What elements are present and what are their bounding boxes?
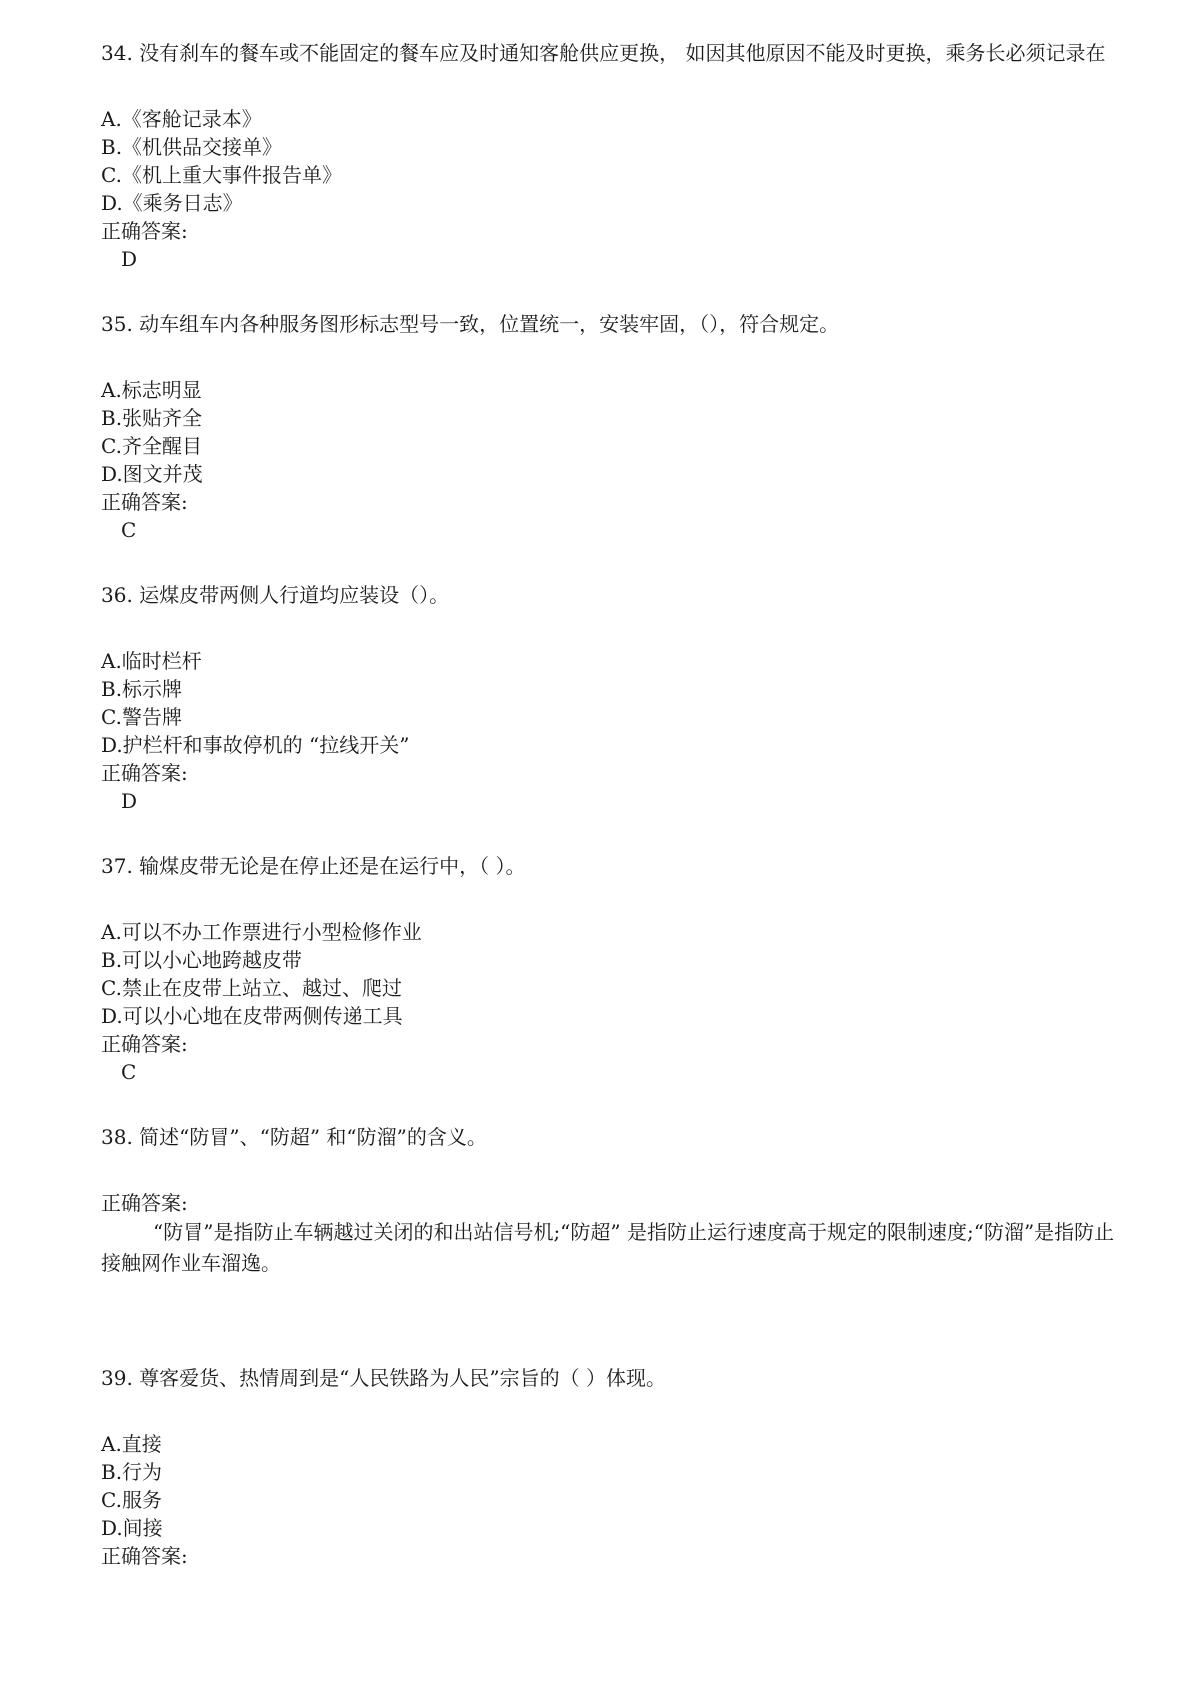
option-d: D.图文并茂 (101, 462, 203, 486)
option-a: A.标志明显 (101, 378, 202, 402)
answer-value: D (121, 789, 138, 813)
answer-label: 正确答案: (101, 219, 188, 243)
option-d: D.护栏杆和事故停机的 “拉线开关” (101, 733, 410, 757)
option-b: B.标示牌 (101, 677, 183, 701)
option-b: B.张贴齐全 (101, 406, 203, 430)
question-38 (101, 1122, 1121, 1363)
question-39 (101, 1363, 1121, 1570)
option-d: D.《乘务日志》 (101, 191, 243, 215)
answer-value: C (121, 518, 137, 542)
option-a: A.《客舱记录本》 (101, 107, 262, 131)
option-c: C.《机上重大事件报告单》 (101, 163, 342, 187)
answer-label: 正确答案: (101, 761, 188, 785)
question-stem: 37. 输煤皮带无论是在停止还是在运行中，（ ）。 (101, 854, 526, 878)
question-36 (101, 580, 1121, 851)
question-35 (101, 309, 1121, 580)
question-37 (101, 851, 1121, 1122)
answer-label: 正确答案: (101, 1032, 188, 1056)
option-d: D.间接 (101, 1516, 163, 1540)
option-c: C.服务 (101, 1488, 162, 1512)
option-b: B.《机供品交接单》 (101, 135, 283, 159)
option-c: C.警告牌 (101, 705, 182, 729)
option-b: B.可以小心地跨越皮带 (101, 948, 303, 972)
answer-value: D (121, 247, 138, 271)
option-d: D.可以小心地在皮带两侧传递工具 (101, 1004, 403, 1028)
question-stem: 34. 没有刹车的餐车或不能固定的餐车应及时通知客舱供应更换， 如因其他原因不能及时更换，乘务长必须记录在 (101, 41, 1106, 65)
question-stem: 39. 尊客爱货、热情周到是“人民铁路为人民”宗旨的（ ）体现。 (101, 1366, 666, 1390)
option-b: B.行为 (101, 1460, 163, 1484)
question-34 (101, 38, 1121, 309)
option-c: C.禁止在皮带上站立、越过、爬过 (101, 976, 402, 1000)
question-stem: 35. 动车组车内各种服务图形标志型号一致，位置统一，安装牢固，（），符合规定。 (101, 312, 840, 336)
exam-page (101, 38, 1121, 1570)
option-a: A.可以不办工作票进行小型检修作业 (101, 920, 422, 944)
answer-value: C (121, 1060, 137, 1084)
option-a: A.直接 (101, 1432, 162, 1456)
answer-label: 正确答案: (101, 1191, 188, 1215)
question-stem: 38. 简述“防冒”、“防超” 和“防溜”的含义。 (101, 1125, 487, 1149)
answer-text: “防冒”是指防止车辆越过关闭的和出站信号机;“防超” 是指防止运行速度高于规定的限制速度;“防溜”是指防止接触网作业车溜逸。 (101, 1220, 1115, 1275)
answer-label: 正确答案: (101, 490, 188, 514)
option-c: C.齐全醒目 (101, 434, 202, 458)
option-a: A.临时栏杆 (101, 649, 202, 673)
answer-label: 正确答案: (101, 1544, 188, 1568)
question-stem: 36. 运煤皮带两侧人行道均应装设（）。 (101, 583, 450, 607)
